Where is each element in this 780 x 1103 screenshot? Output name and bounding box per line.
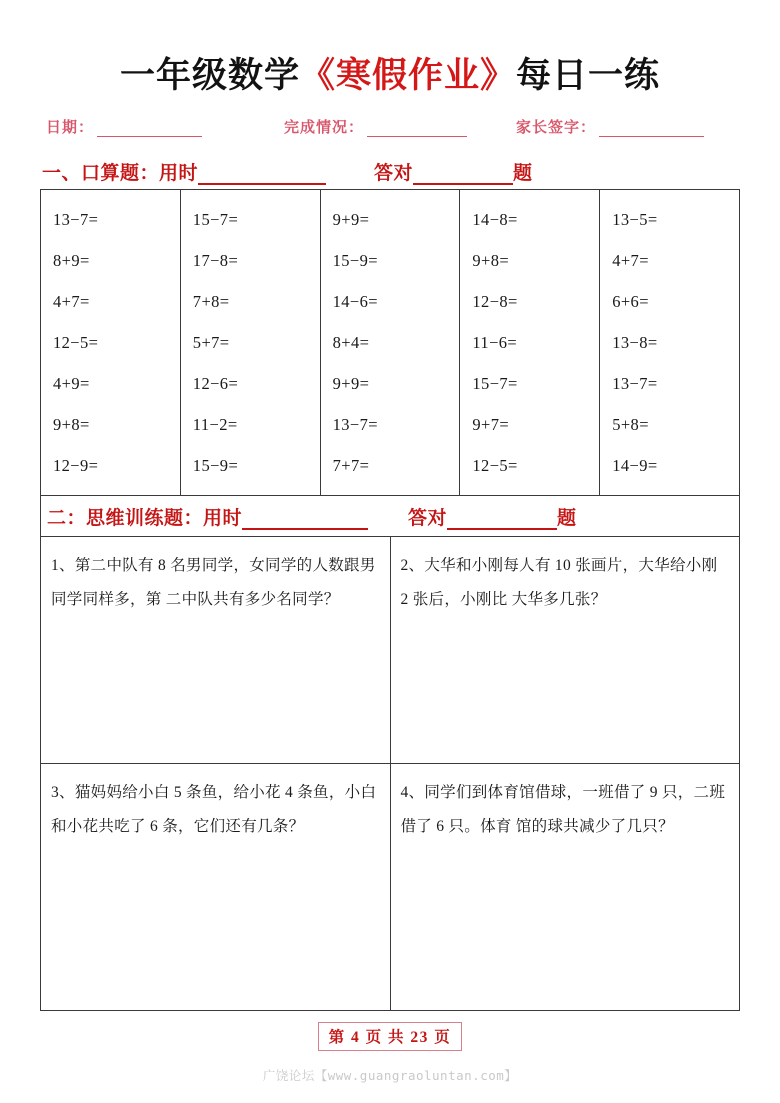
arithmetic-problem: 15−9= xyxy=(192,456,239,475)
arithmetic-problem: 4+7= xyxy=(612,251,649,270)
section-2-heading-suffix: 题 xyxy=(557,507,577,529)
arithmetic-problem: 5+7= xyxy=(192,333,230,352)
date-input-blank[interactable] xyxy=(97,122,202,137)
completion-status-field-group xyxy=(284,116,467,137)
arithmetic-problem: 12−9= xyxy=(53,456,99,475)
section-2-heading xyxy=(47,503,577,530)
section-2-heading-row xyxy=(41,495,739,537)
arithmetic-problem: 8+4= xyxy=(332,333,370,352)
arithmetic-column xyxy=(600,190,739,495)
word-problem-cell: 1、第二中队有 8 名男同学，女同学的人数跟男同学同样多，第 二中队共有多少名同学？ xyxy=(41,537,391,763)
page-number-text: 第 4 页 共 23 页 xyxy=(318,1022,463,1051)
arithmetic-problem: 15−7= xyxy=(192,210,239,229)
arithmetic-problem: 14−6= xyxy=(332,292,378,311)
date-field-group xyxy=(46,116,202,137)
title-highlight: 《寒假作业》 xyxy=(299,56,516,95)
arithmetic-problem: 11−2= xyxy=(192,415,238,434)
arithmetic-problem: 13−7= xyxy=(332,415,378,434)
word-problem-cell: 2、大华和小刚每人有 10 张画片，大华给小刚 2 张后，小刚比 大华多几张？ xyxy=(400,557,718,608)
watermark-text: 广饶论坛【www.guangraoluntan.com】 xyxy=(262,1068,518,1083)
arithmetic-problem: 9+9= xyxy=(332,210,370,229)
arithmetic-problem: 9+9= xyxy=(332,374,370,393)
section-2-time-blank[interactable] xyxy=(242,512,368,530)
page-title xyxy=(0,48,780,98)
arithmetic-column xyxy=(321,190,461,495)
section-1-heading-middle: 答对 xyxy=(374,163,414,184)
section-2-heading-prefix: 二：思维训练题：用时 xyxy=(47,507,243,529)
completion-status-input-blank[interactable] xyxy=(367,122,467,137)
word-problem-cell: 3、猫妈妈给小白 5 条鱼，给小花 4 条鱼，小白和小花共吃了 6 条，它们还有几条？ xyxy=(41,764,391,1010)
student-info-line xyxy=(46,116,736,142)
arithmetic-problem: 14−9= xyxy=(612,456,658,475)
arithmetic-problem: 13−7= xyxy=(612,374,658,393)
arithmetic-problem: 13−5= xyxy=(612,210,658,229)
arithmetic-problem: 12−5= xyxy=(472,456,518,475)
section-2-heading-middle: 答对 xyxy=(408,507,448,529)
arithmetic-column xyxy=(41,190,181,495)
arithmetic-problem: 14−8= xyxy=(472,210,518,229)
arithmetic-problem: 4+7= xyxy=(53,292,90,311)
arithmetic-problem: 9+7= xyxy=(472,415,510,434)
title-prefix: 一年级数学 xyxy=(119,56,300,95)
arithmetic-problem: 12−5= xyxy=(53,333,99,352)
arithmetic-problem: 7+7= xyxy=(332,456,370,475)
parent-signature-input-blank[interactable] xyxy=(599,122,704,137)
arithmetic-problem: 15−9= xyxy=(332,251,378,270)
arithmetic-problem: 11−6= xyxy=(472,333,518,352)
parent-signature-label: 家长签字： xyxy=(516,120,597,136)
section-1-heading-prefix: 一、口算题：用时 xyxy=(42,163,199,184)
section-2-correct-blank[interactable] xyxy=(447,512,557,530)
arithmetic-problem: 5+8= xyxy=(612,415,649,434)
arithmetic-problem: 9+8= xyxy=(472,251,510,270)
page-number-badge xyxy=(0,1022,780,1051)
section-1-time-blank[interactable] xyxy=(198,167,326,185)
word-problem-row xyxy=(41,537,739,764)
arithmetic-problem: 13−7= xyxy=(53,210,99,229)
parent-signature-field-group xyxy=(516,116,704,137)
section-1-heading-suffix: 题 xyxy=(513,163,533,184)
arithmetic-column xyxy=(460,190,600,495)
arithmetic-grid xyxy=(41,190,739,495)
arithmetic-problem: 8+9= xyxy=(53,251,90,270)
arithmetic-problem: 15−7= xyxy=(472,374,518,393)
title-suffix: 每日一练 xyxy=(516,56,661,95)
arithmetic-column xyxy=(181,190,321,495)
word-problem-row xyxy=(41,764,739,1010)
completion-status-label: 完成情况： xyxy=(284,120,365,136)
arithmetic-problem: 9+8= xyxy=(53,415,90,434)
word-problem-cell: 4、同学们到体育馆借球，一班借了 9 只，二班借了 6 只。体育 馆的球共减少了几只？ xyxy=(400,784,726,835)
worksheet-table xyxy=(40,189,740,1011)
arithmetic-problem: 4+9= xyxy=(53,374,90,393)
date-label: 日期： xyxy=(46,120,95,136)
arithmetic-problem: 6+6= xyxy=(612,292,649,311)
arithmetic-problem: 17−8= xyxy=(192,251,239,270)
arithmetic-problem: 12−8= xyxy=(472,292,518,311)
arithmetic-problem: 7+8= xyxy=(192,292,230,311)
arithmetic-problem: 13−8= xyxy=(612,333,658,352)
section-1-correct-blank[interactable] xyxy=(413,167,513,185)
arithmetic-problem: 12−6= xyxy=(192,374,239,393)
section-1-heading xyxy=(42,155,742,185)
